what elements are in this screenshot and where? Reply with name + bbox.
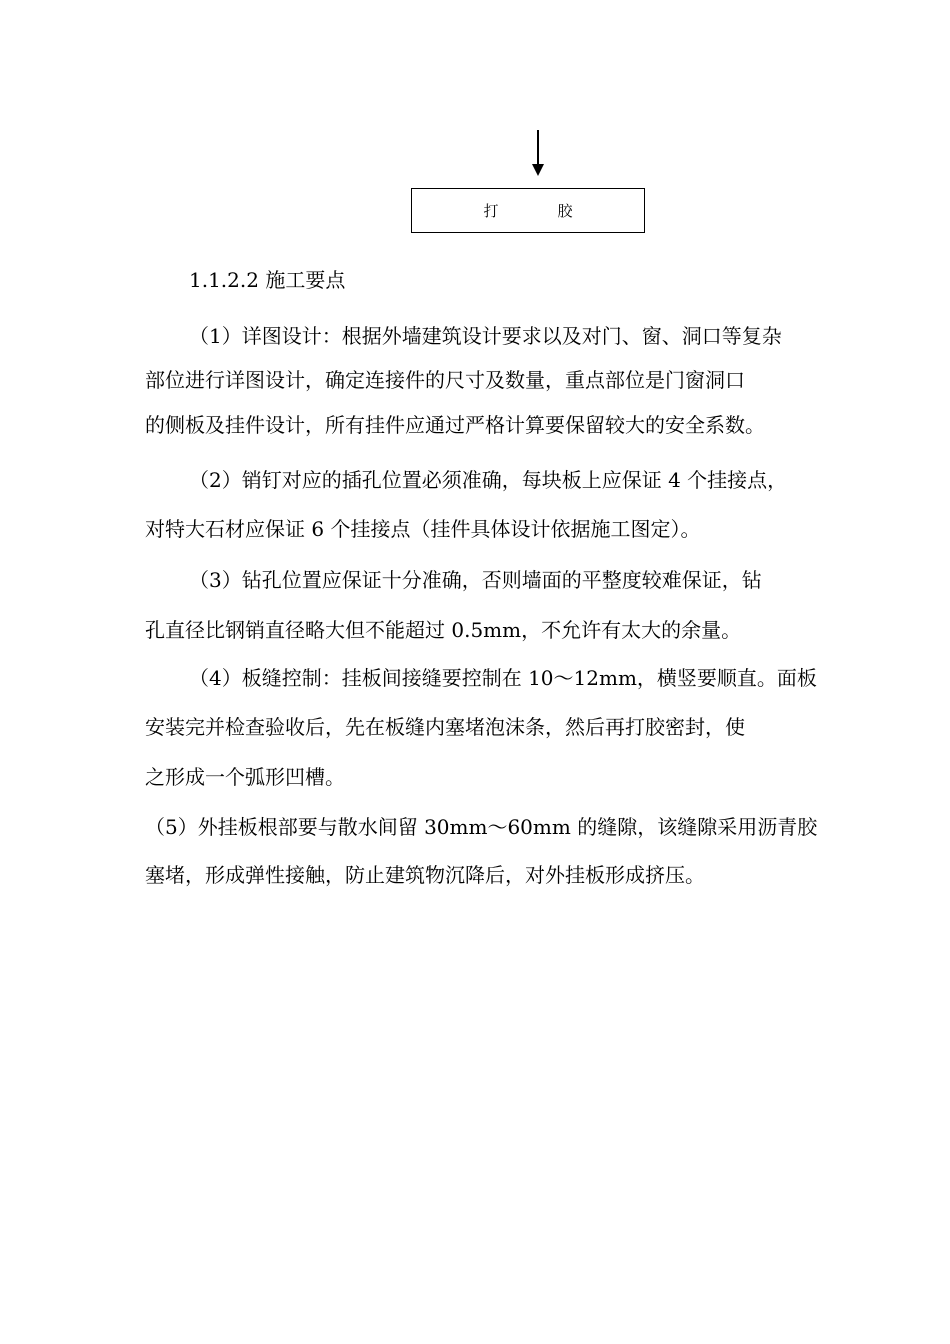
paragraph-5-line-2: 塞堵，形成弹性接触，防止建筑物沉降后，对外挂板形成挤压。 — [145, 863, 705, 887]
paragraph-3-line-1: （3）钻孔位置应保证十分准确，否则墙面的平整度较难保证，钻 — [189, 568, 762, 592]
paragraph-3-line-2: 孔直径比钢销直径略大但不能超过 0.5mm，不允许有太大的余量。 — [145, 618, 742, 642]
paragraph-2-line-2: 对特大石材应保证 6 个挂接点（挂件具体设计依据施工图定）。 — [145, 517, 701, 541]
paragraph-5-line-1: （5）外挂板根部要与散水间留 30mm～60mm 的缝隙，该缝隙采用沥青胶 — [145, 815, 818, 839]
paragraph-4-line-2: 安装完并检查验收后，先在板缝内塞堵泡沫条，然后再打胶密封，使 — [145, 715, 745, 739]
paragraph-4-line-3: 之形成一个弧形凹槽。 — [145, 765, 345, 789]
flowchart-step-label: 打 胶 — [483, 202, 595, 220]
paragraph-1-line-2: 部位进行详图设计，确定连接件的尺寸及数量，重点部位是门窗洞口 — [145, 368, 745, 392]
paragraph-4-line-1: （4）板缝控制：挂板间接缝要控制在 10～12mm，横竖要顺直。面板 — [189, 666, 817, 690]
flowchart-step-box — [411, 188, 645, 233]
down-arrow-icon — [532, 164, 544, 176]
paragraph-1-line-1: （1）详图设计：根据外墙建筑设计要求以及对门、窗、洞口等复杂 — [189, 324, 782, 348]
flow-arrow-shaft — [537, 130, 539, 166]
section-heading: 1.1.2.2 施工要点 — [189, 268, 346, 292]
paragraph-1-line-3: 的侧板及挂件设计，所有挂件应通过严格计算要保留较大的安全系数。 — [145, 413, 765, 437]
paragraph-2-line-1: （2）销钉对应的插孔位置必须准确，每块板上应保证 4 个挂接点， — [189, 468, 788, 492]
